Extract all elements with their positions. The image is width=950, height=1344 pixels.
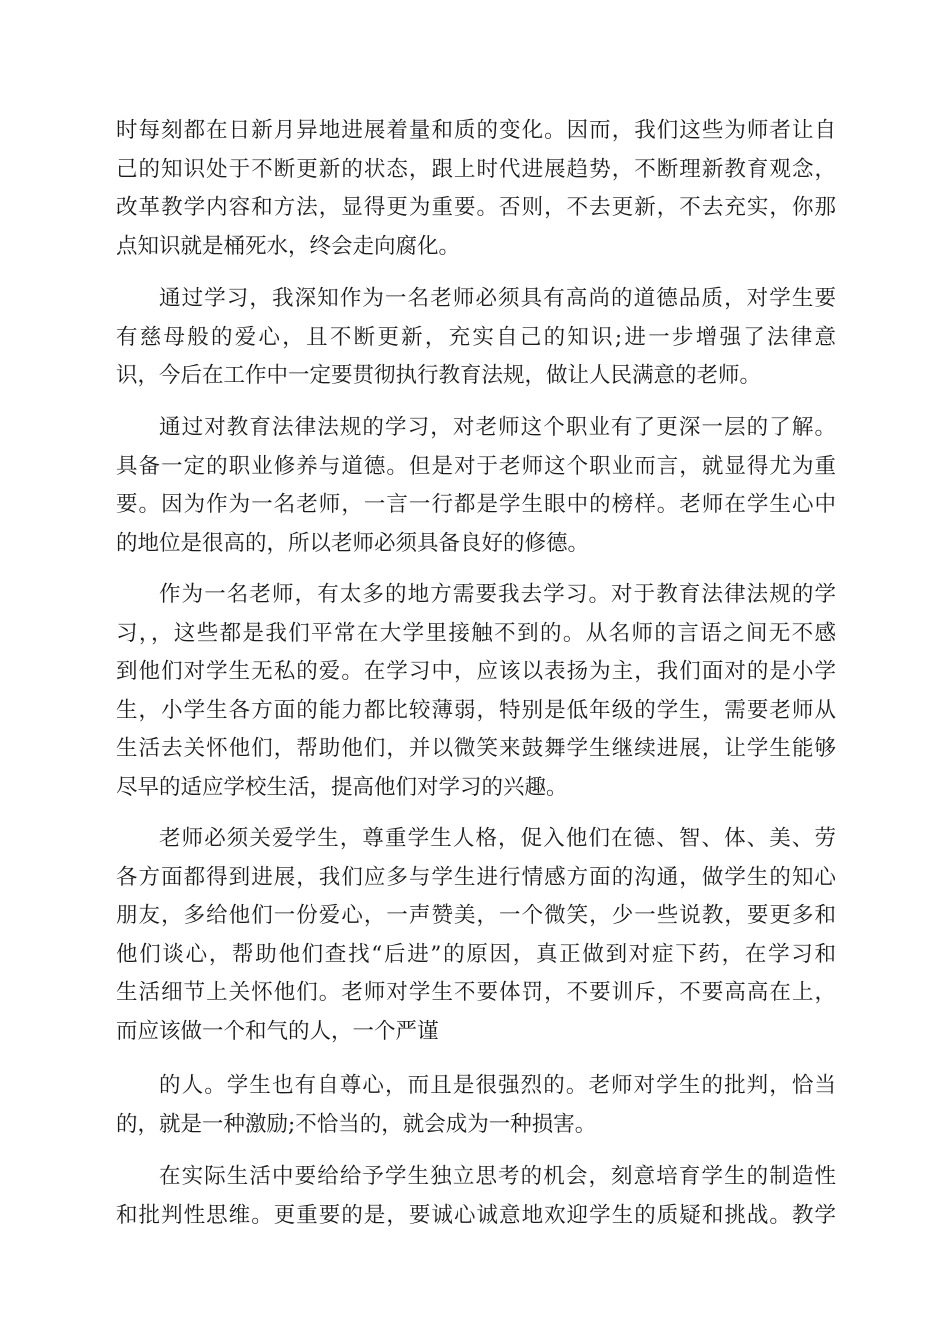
paragraph-7 <box>116 1158 836 1235</box>
paragraph-line: 时每刻都在日新月异地进展着量和质的变化。因而，我们这些为师者让自 <box>116 118 836 143</box>
paragraph-line: 己的知识处于不断更新的状态，跟上时代进展趋势，不断理新教育观念， <box>116 156 836 182</box>
paragraph-4 <box>116 576 836 807</box>
paragraph-line: 在实际生活中要给给予学生独立思考的机会，刻意培育学生的制造性 <box>159 1164 836 1189</box>
paragraph-line: 朋友，多给他们一份爱心，一声赞美，一个微笑，少一些说教，要更多和 <box>116 903 836 928</box>
paragraph-line: 具备一定的职业修养与道德。但是对于老师这个职业而言，就显得尤为重 <box>116 453 836 479</box>
paragraph-line: 通过对教育法律法规的学习，对老师这个职业有了更深一层的了解。 <box>159 415 836 440</box>
paragraph-line: 的，就是一种激励;不恰当的，就会成为一种损害。 <box>116 1111 597 1137</box>
paragraph-line: 通过学习，我深知作为一名老师必须具有高尚的道德品质，对学生要 <box>159 286 836 311</box>
paragraph-line: 点知识就是桶死水，终会走向腐化。 <box>116 233 461 259</box>
paragraph-3 <box>116 409 836 563</box>
paragraph-line: 有慈母般的爱心，且不断更新，充实自己的知识;进一步增强了法律意 <box>116 324 836 350</box>
paragraph-line: 生活去关怀他们，帮助他们，并以微笑来鼓舞学生继续进展，让学生能够 <box>116 736 836 761</box>
paragraph-line: 老师必须关爱学生，尊重学生人格，促入他们在德、智、体、美、劳 <box>159 826 836 851</box>
paragraph-line: 习，，这些都是我们平常在大学里接触不到的。从名师的言语之间无不感 <box>116 620 836 646</box>
paragraph-line: 改革教学内容和方法，显得更为重要。否则，不去更新，不去充实，你那 <box>116 195 836 220</box>
paragraph-6 <box>116 1067 836 1144</box>
paragraph-line: 识，今后在工作中一定要贯彻执行教育法规，做让人民满意的老师。 <box>116 363 762 388</box>
paragraph-line: 作为一名老师，有太多的地方需要我去学习。对于教育法律法规的学 <box>159 582 836 607</box>
paragraph-line: 各方面都得到进展，我们应多与学生进行情感方面的沟通，做学生的知心 <box>116 864 836 890</box>
paragraph-2 <box>116 280 836 396</box>
paragraph-line: 和批判性思维。更重要的是，要诚心诚意地欢迎学生的质疑和挑战。教学 <box>116 1202 836 1228</box>
paragraph-line: 而应该做一个和气的人，一个严谨 <box>116 1018 439 1044</box>
paragraph-line: 生，小学生各方面的能力都比较薄弱，特别是低年级的学生，需要老师从 <box>116 697 836 723</box>
paragraph-line: 的地位是很高的，所以老师必须具备良好的修德。 <box>116 530 590 556</box>
paragraph-line: 要。因为作为一名老师，一言一行都是学生眼中的榜样。老师在学生心中 <box>116 492 836 517</box>
paragraph-line: 的人。学生也有自尊心，而且是很强烈的。老师对学生的批判，恰当 <box>159 1073 836 1098</box>
paragraph-5 <box>116 820 836 1051</box>
paragraph-line: 到他们对学生无私的爱。在学习中，应该以表扬为主，我们面对的是小学 <box>116 659 836 684</box>
paragraph-1 <box>116 112 836 266</box>
paragraph-line: 尽早的适应学校生活，提高他们对学习的兴趣。 <box>116 774 568 800</box>
paragraph-line: 生活细节上关怀他们。老师对学生不要体罚，不要训斥，不要高高在上， <box>116 980 836 1005</box>
paragraph-line: 他们谈心，帮助他们查找“后进”的原因，真正做到对症下药，在学习和 <box>116 941 836 967</box>
